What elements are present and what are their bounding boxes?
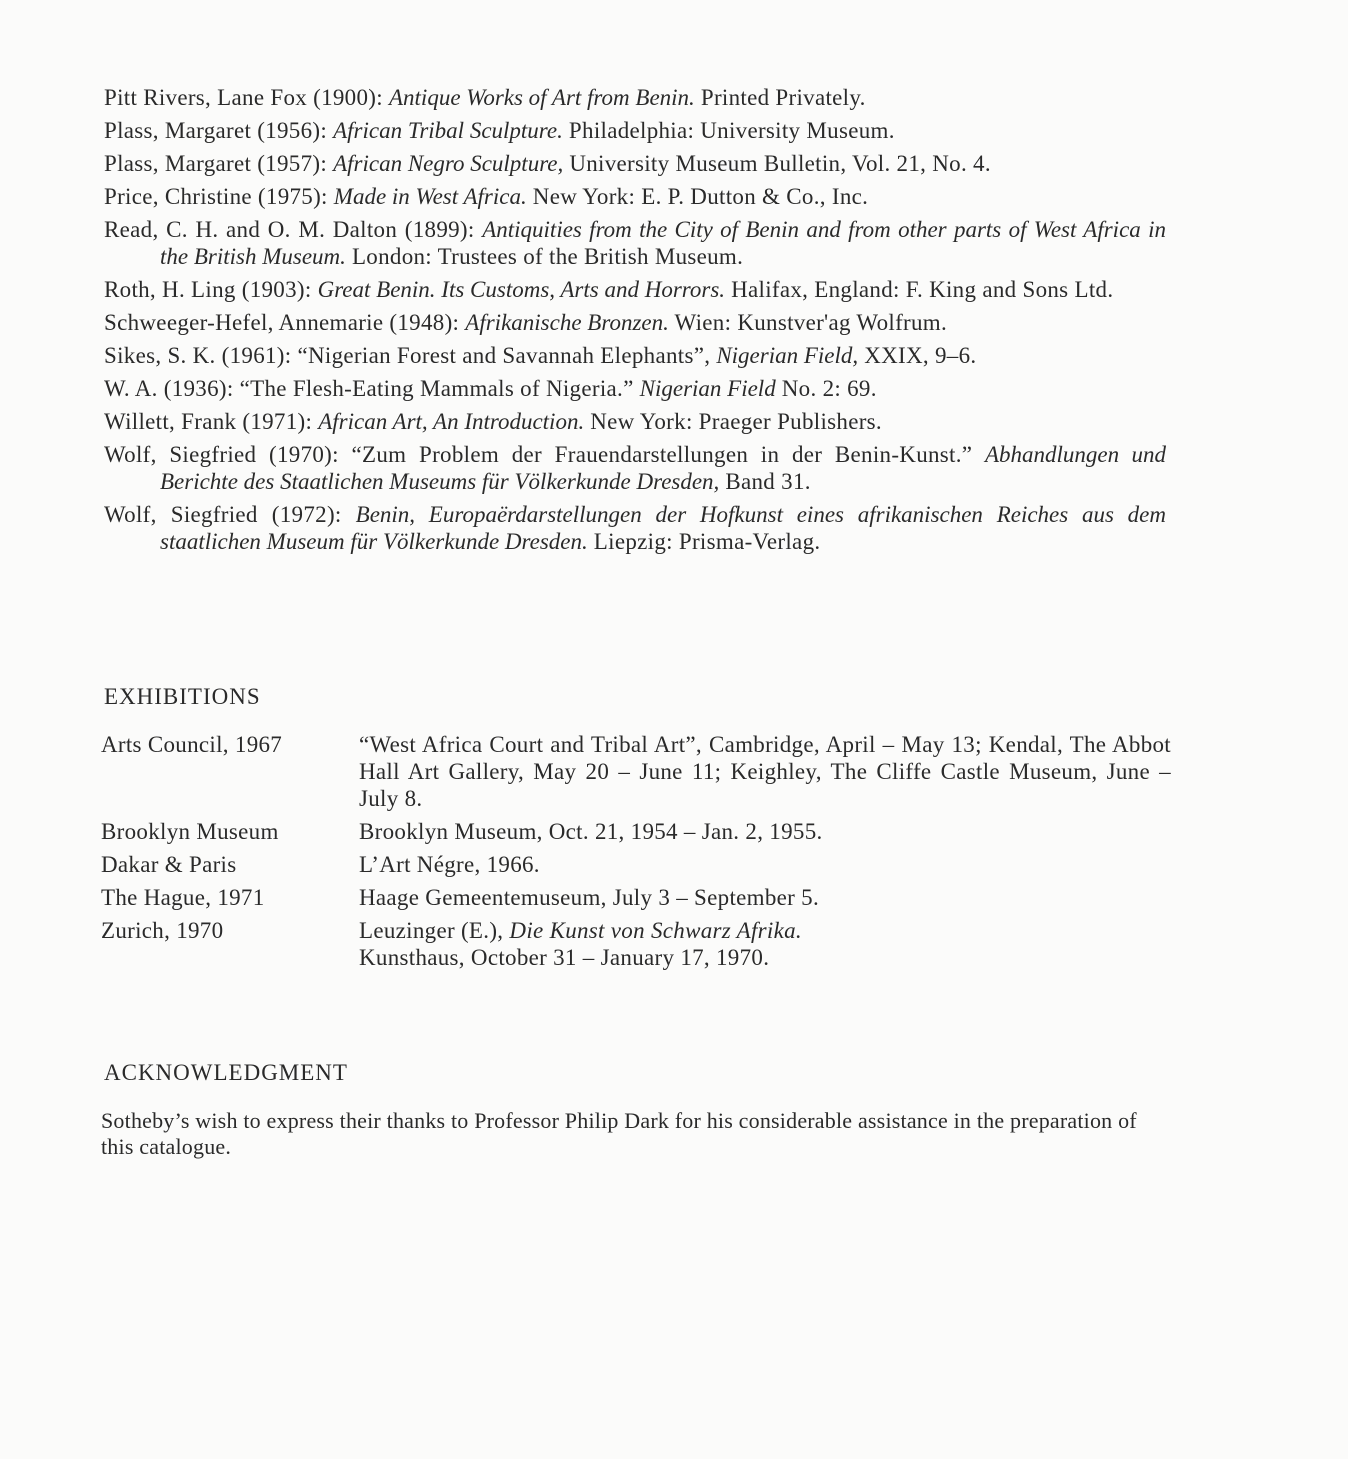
entry-title: Great Benin. Its Customs, Arts and Horrors. (317, 277, 726, 302)
exhibition-description (359, 851, 1171, 878)
entry-publisher: Halifax, England: F. King and Sons Ltd. (725, 277, 1114, 302)
bibliography-entry (104, 501, 1166, 555)
entry-authors: Wolf, Siegfried (1972): (104, 502, 356, 527)
acknowledgment-text: Sotheby’s wish to express their thanks to Professor Philip Dark for his considerable assistance in the preparation of this catalogue. (101, 1108, 1137, 1159)
exhibition-description (359, 917, 1171, 971)
entry-title: Benin, Europaërdarstellungen der Hofkunst eines afrikanischen Reiches aus dem staatlichen Museum für Völkerkunde Dresden. (160, 502, 1166, 554)
entry-publisher: No. 2: 69. (775, 376, 877, 401)
entry-publisher: Band 31. (719, 469, 811, 494)
exhibition-row (101, 818, 1171, 845)
bibliography-entry (104, 150, 1166, 177)
entry-authors: Pitt Rivers, Lane Fox (1900): (104, 85, 389, 110)
exhibition-row (101, 851, 1171, 878)
exhibition-text: Leuzinger (E.), (359, 918, 510, 943)
entry-authors: Sikes, S. K. (1961): “Nigerian Forest and Savannah Elephants”, (104, 343, 717, 368)
bibliography-entry (104, 309, 1166, 336)
bibliography-entry (104, 183, 1166, 210)
bibliography-entry (104, 117, 1166, 144)
exhibition-place: Brooklyn Museum (101, 819, 279, 844)
entry-authors: Plass, Margaret (1956): (104, 118, 334, 143)
exhibition-title: Die Kunst von Schwarz Afrika. (509, 918, 802, 943)
entry-authors: Wolf, Siegfried (1970): “Zum Problem der Frauendarstellungen in der Benin-Kunst.” (104, 442, 985, 467)
exhibitions-list (101, 731, 1171, 977)
exhibition-text: Haage Gemeentemuseum, July 3 – September 5. (359, 885, 819, 910)
exhibition-description (359, 884, 1171, 911)
exhibitions-heading: EXHIBITIONS (104, 684, 261, 709)
entry-authors: Read, C. H. and O. M. Dalton (1899): (104, 217, 483, 242)
bibliography-entry (104, 216, 1166, 270)
entry-publisher: New York: Praeger Publishers. (584, 409, 882, 434)
entry-title: Made in West Africa. (333, 184, 527, 209)
entry-publisher: Wien: Kunstver'ag Wolfrum. (668, 310, 948, 335)
entry-title: African Art, An Introduction. (318, 409, 585, 434)
exhibition-venue: Kunsthaus, October 31 – January 17, 1970. (359, 945, 770, 970)
entry-publisher: Liepzig: Prisma-Verlag. (587, 529, 821, 554)
entry-publisher: University Museum Bulletin, Vol. 21, No. 4. (563, 151, 991, 176)
entry-authors: Willett, Frank (1971): (104, 409, 319, 434)
entry-title: Abhandlungen und Berichte des Staatlichen Museums für Völkerkunde Dresden, (160, 442, 1166, 494)
bibliography-entry (104, 276, 1166, 303)
exhibition-description (359, 818, 1171, 845)
entry-title: Nigerian Field (639, 376, 776, 401)
bibliography-list (104, 84, 1166, 561)
entry-publisher: London: Trustees of the British Museum. (345, 244, 744, 269)
entry-publisher: New York: E. P. Dutton & Co., Inc. (526, 184, 869, 209)
acknowledgment-heading: ACKNOWLEDGMENT (104, 1060, 348, 1085)
exhibition-place: Zurich, 1970 (101, 918, 224, 943)
entry-authors: Plass, Margaret (1957): (104, 151, 334, 176)
entry-title: Antiquities from the City of Benin and from other parts of West Africa in the British Museum. (160, 217, 1166, 269)
exhibition-row (101, 731, 1171, 812)
entry-authors: W. A. (1936): “The Flesh-Eating Mammals of Nigeria.” (104, 376, 640, 401)
exhibition-row (101, 884, 1171, 911)
entry-title: Afrikanische Bronzen. (465, 310, 669, 335)
exhibition-text: “West Africa Court and Tribal Art”, Cambridge, April – May 13; Kendal, The Abbot Hall Art Gallery, May 20 – June 11; Keighley, The Cliffe Castle Museum, June – July 8. (359, 732, 1171, 811)
entry-authors: Schweeger-Hefel, Annemarie (1948): (104, 310, 466, 335)
exhibition-place: Dakar & Paris (101, 852, 237, 877)
exhibition-text: Brooklyn Museum, Oct. 21, 1954 – Jan. 2, 1955. (359, 819, 823, 844)
exhibition-place: Arts Council, 1967 (101, 732, 283, 757)
entry-publisher: Philadelphia: University Museum. (562, 118, 895, 143)
entry-publisher: Printed Privately. (694, 85, 866, 110)
bibliography-entry (104, 84, 1166, 111)
entry-authors: Price, Christine (1975): (104, 184, 334, 209)
entry-title: Antique Works of Art from Benin. (388, 85, 695, 110)
bibliography-entry (104, 375, 1166, 402)
bibliography-entry (104, 342, 1166, 369)
entry-title: African Tribal Sculpture. (333, 118, 563, 143)
exhibition-place: The Hague, 1971 (101, 885, 265, 910)
entry-authors: Roth, H. Ling (1903): (104, 277, 318, 302)
entry-publisher: XXIX, 9–6. (858, 343, 977, 368)
entry-title: Nigerian Field, (716, 343, 859, 368)
bibliography-entry (104, 408, 1166, 435)
exhibition-row (101, 917, 1171, 971)
exhibition-description (359, 731, 1171, 812)
entry-title: African Negro Sculpture, (333, 151, 564, 176)
bibliography-entry (104, 441, 1166, 495)
exhibition-text: L’Art Négre, 1966. (359, 852, 540, 877)
